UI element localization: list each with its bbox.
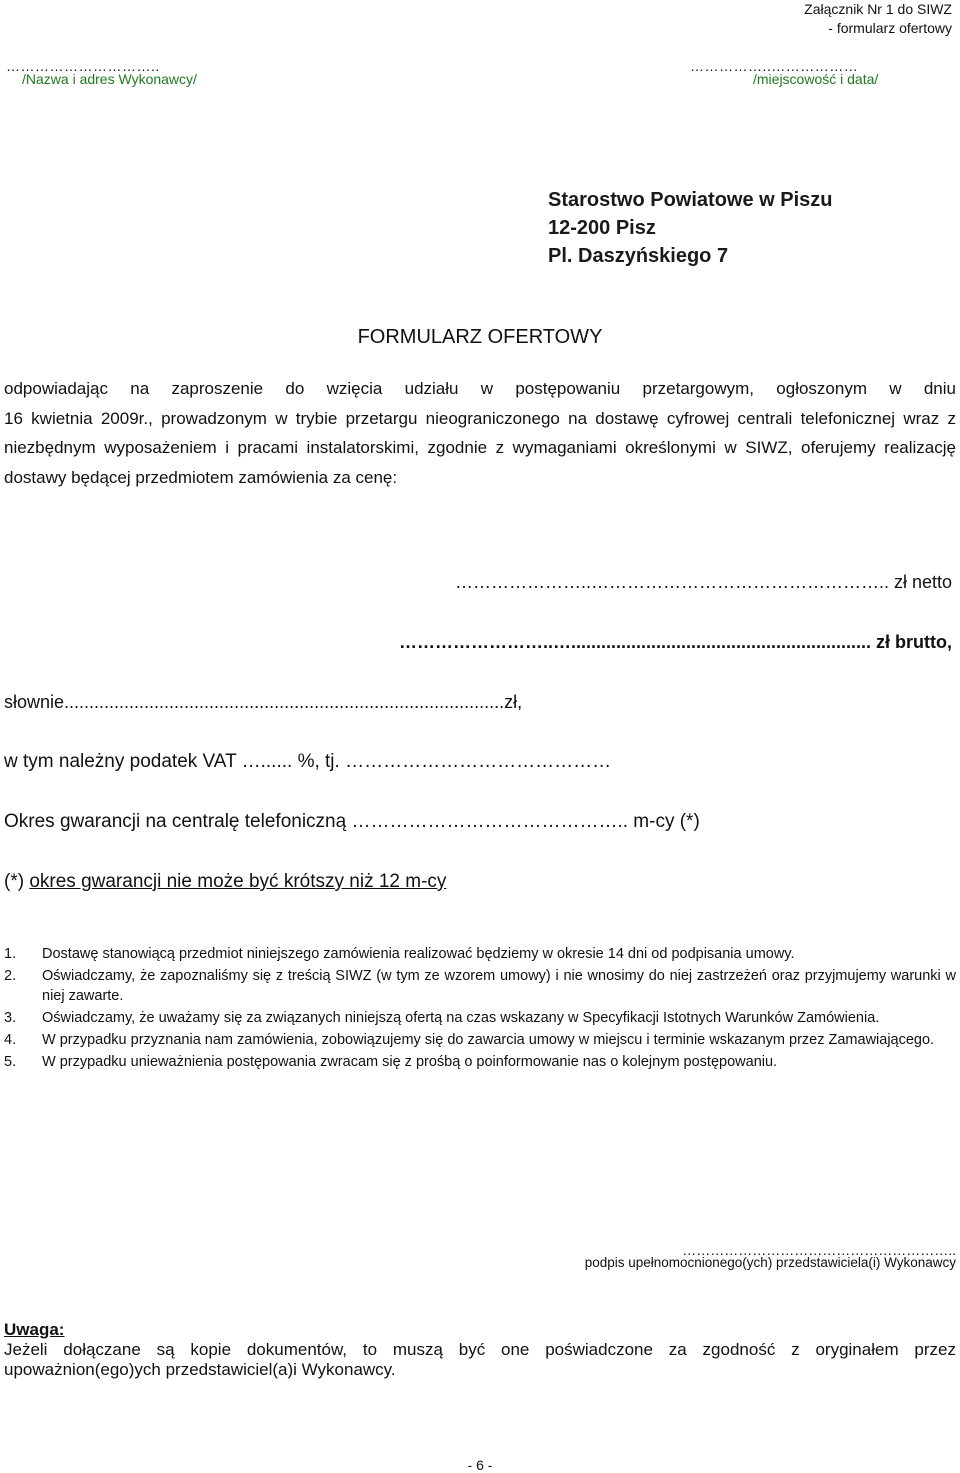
note-label: Uwaga: xyxy=(4,1320,65,1339)
declaration-item xyxy=(4,1008,956,1028)
declaration-item xyxy=(4,1030,956,1050)
warranty-note-text: okres gwarancji nie może być krótszy niż 12 m-cy xyxy=(29,871,447,892)
declarations-list xyxy=(4,944,956,1074)
addressee-name: Starostwo Powiatowe w Piszu xyxy=(548,189,833,211)
attachment-label xyxy=(804,0,952,38)
declaration-number: 2. xyxy=(4,968,17,984)
attachment-line-1: Załącznik Nr 1 do SIWZ xyxy=(804,1,952,17)
declaration-text: W przypadku przyznania nam zamówienia, zobowiązujemy się do zawarcia umowy w miejscu i terminie wskazanym przez Zamawiającego. xyxy=(42,1032,935,1048)
declaration-item xyxy=(4,966,956,1006)
note-line-1: Jeżeli dołączane są kopie dokumentów, to muszą być one poświadczone za zgodność z oryginałem przez xyxy=(4,1340,956,1359)
declaration-number: 1. xyxy=(4,946,17,962)
signature-label: podpis upełnomocnionego(ych) przedstawiciela(i) Wykonawcy xyxy=(584,1255,956,1270)
declaration-item xyxy=(4,1052,956,1072)
addressee-street: Pl. Daszyńskiego 7 xyxy=(548,245,729,267)
declaration-number: 3. xyxy=(4,1010,17,1026)
declaration-number: 5. xyxy=(4,1054,17,1070)
intro-rest: 16 kwietnia 2009r., prowadzonym w trybie przetargu nieograniczonego na dostawę cyfrowej centrali telefonicznej wraz z niezbędnym wyposażeniem i pracami instalatorskimi, zgodnie z wymaganiami określonymi w SIWZ, oferujemy realizację dostawy będącej przedmiotem zamówienia za cenę: xyxy=(4,408,956,487)
intro-paragraph xyxy=(4,374,956,492)
declaration-text: W przypadku unieważnienia postępowania zwracam się z prośbą o poinformowanie nas o kolejnym postępowaniu. xyxy=(42,1054,778,1070)
contractor-dots: ………………………….. xyxy=(6,58,160,74)
warranty-note-prefix: (*) xyxy=(4,871,30,892)
declaration-item xyxy=(4,944,956,964)
price-netto-line: …………………..………………………………………….. zł netto xyxy=(454,572,952,592)
note-text xyxy=(4,1340,956,1380)
attachment-line-2: - formularz ofertowy xyxy=(828,20,952,36)
note-line-2: upoważnion(ego)ych przedstawiciel(a)i Wykonawcy. xyxy=(4,1360,396,1379)
place-date-label: /miejscowość i data/ xyxy=(753,71,879,87)
warranty-note xyxy=(4,871,446,893)
addressee-postal: 12-200 Pisz xyxy=(548,217,656,239)
price-brutto-line: ……………………..…............................................................ zł brutto, xyxy=(398,632,952,652)
price-words-line: słownie........................................................................................zł, xyxy=(4,692,523,712)
warranty-line: Okres gwarancji na centralę telefoniczną …………………………………….. m-cy (*) xyxy=(4,811,700,832)
declaration-text: Oświadczamy, że zapoznaliśmy się z treścią SIWZ (w tym ze wzorem umowy) i nie wnosimy do niej zastrzeżeń oraz przyjmujemy warunki w niej zawarte. xyxy=(42,968,956,1004)
page-number: - 6 - xyxy=(467,1457,493,1473)
place-date-dots: ……………..……………… xyxy=(690,58,859,74)
declaration-number: 4. xyxy=(4,1032,17,1048)
contractor-label: /Nazwa i adres Wykonawcy/ xyxy=(22,71,197,87)
declaration-text: Oświadczamy, że uważamy się za związanych niniejszą ofertą na czas wskazany w Specyfikacji Istotnych Warunków Zamówienia. xyxy=(42,1010,880,1026)
declaration-text: Dostawę stanowiącą przedmiot niniejszego zamówienia realizować będziemy w okresie 14 dni od podpisania umowy. xyxy=(42,946,795,962)
form-title: FORMULARZ OFERTOWY xyxy=(357,326,603,348)
vat-line: w tym należny podatek VAT …...... %, tj. …………………………………… xyxy=(4,751,612,772)
signature-dots: ………………………………………………….. xyxy=(682,1242,956,1258)
intro-line-1: odpowiadając na zaproszenie do wzięcia udziału w postępowaniu przetargowym, ogłoszonym w dniu xyxy=(4,379,956,398)
